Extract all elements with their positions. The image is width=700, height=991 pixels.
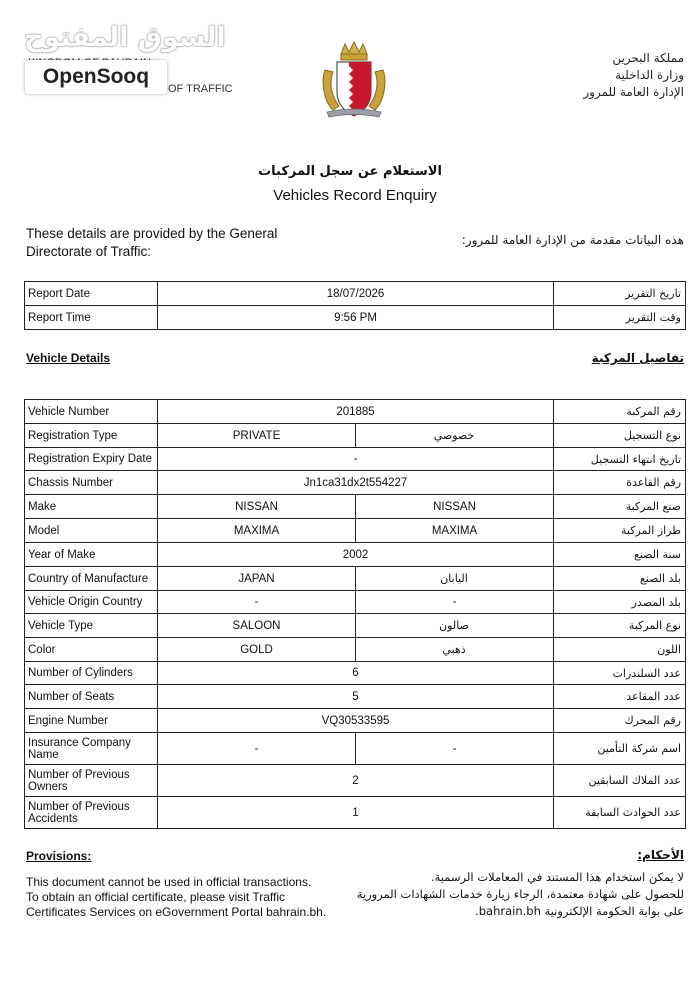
title-en: Vehicles Record Enquiry	[273, 187, 437, 204]
origin-country-label: Vehicle Origin Country	[25, 591, 158, 614]
report-date-value: 18/07/2026	[158, 282, 554, 306]
color-value-en: GOLD	[158, 638, 356, 662]
previous-owners-label: Number of Previous Owners	[25, 765, 158, 797]
previous-owners-label-ar: عدد الملاك السابقين	[554, 765, 686, 797]
color-label-ar: اللون	[554, 638, 686, 662]
table-row	[25, 543, 686, 567]
make-value-en: NISSAN	[158, 495, 356, 519]
color-label: Color	[25, 638, 158, 662]
intro-ar: هذه البيانات مقدمة من الإدارة العامة للمرور:	[461, 233, 684, 247]
table-row	[25, 471, 686, 495]
vehicle-number-label-ar: رقم المركبة	[554, 400, 686, 424]
previous-owners-value: 2	[158, 765, 554, 797]
bahrain-coat-of-arms-icon	[319, 40, 389, 118]
table-row	[25, 662, 686, 685]
header-ar-line3: الإدارة العامة للمرور	[583, 85, 684, 99]
engine-number-label-ar: رقم المحرك	[554, 709, 686, 733]
registration-expiry-value: -	[158, 448, 554, 471]
engine-number-label: Engine Number	[25, 709, 158, 733]
insurance-company-value-ar: -	[356, 733, 554, 765]
previous-accidents-value: 1	[158, 797, 554, 829]
section-title-ar: تفاصيل المركبة	[591, 351, 684, 365]
intro-en-line2: Directorate of Traffic:	[26, 244, 152, 259]
insurance-company-label: Insurance Company Name	[25, 733, 158, 765]
origin-country-value-ar: -	[356, 591, 554, 614]
vehicle-type-label: Vehicle Type	[25, 614, 158, 638]
registration-expiry-label: Registration Expiry Date	[25, 448, 158, 471]
header-ar-line2: وزارة الداخلية	[615, 68, 684, 82]
table-row	[25, 519, 686, 543]
previous-accidents-label: Number of Previous Accidents	[25, 797, 158, 829]
color-value-ar: ذهبي	[356, 638, 554, 662]
registration-type-value-ar: خصوصي	[356, 424, 554, 448]
registration-type-label: Registration Type	[25, 424, 158, 448]
provisions-ar-line2: للحصول على شهادة معتمدة، الرجاء زيارة خدمات الشهادات المرورية	[356, 887, 684, 901]
vehicle-details-table	[24, 399, 686, 829]
cylinders-value: 6	[158, 662, 554, 685]
chassis-number-label: Chassis Number	[25, 471, 158, 495]
country-of-manufacture-value-ar: اليابان	[356, 567, 554, 591]
report-date-label-ar: تاريخ التقرير	[554, 282, 686, 306]
previous-accidents-label-ar: عدد الحوادث السابقة	[554, 797, 686, 829]
seats-label-ar: عدد المقاعد	[554, 685, 686, 709]
make-label-ar: صنع المركبة	[554, 495, 686, 519]
table-row	[25, 282, 686, 306]
logo-text: OpenSooq	[42, 65, 150, 88]
model-value-ar: MAXIMA	[356, 519, 554, 543]
chassis-number-value: Jn1ca31dx2t554227	[158, 471, 554, 495]
year-of-make-label-ar: سنة الصنع	[554, 543, 686, 567]
table-row	[25, 709, 686, 733]
registration-type-label-ar: نوع التسجيل	[554, 424, 686, 448]
vehicle-type-value-en: SALOON	[158, 614, 356, 638]
table-row	[25, 448, 686, 471]
table-row	[25, 733, 686, 765]
table-row	[25, 424, 686, 448]
table-row	[25, 495, 686, 519]
model-label-ar: طراز المركبة	[554, 519, 686, 543]
country-of-manufacture-label-ar: بلد الصنع	[554, 567, 686, 591]
intro-en	[26, 225, 306, 261]
registration-type-value-en: PRIVATE	[158, 424, 356, 448]
table-row	[25, 591, 686, 614]
insurance-company-value-en: -	[158, 733, 356, 765]
table-row	[25, 567, 686, 591]
vehicle-number-label: Vehicle Number	[25, 400, 158, 424]
opensooq-logo	[25, 60, 167, 94]
provisions-ar-line1: لا يمكن استخدام هذا المستند في المعاملات الرسمية.	[430, 870, 684, 884]
table-row	[25, 797, 686, 829]
section-title-en: Vehicle Details	[26, 351, 111, 365]
watermark-text: السوق المفتوح	[24, 22, 226, 53]
report-table	[24, 281, 686, 330]
model-label: Model	[25, 519, 158, 543]
report-time-value: 9:56 PM	[158, 306, 554, 330]
model-value-en: MAXIMA	[158, 519, 356, 543]
origin-country-value-en: -	[158, 591, 356, 614]
year-of-make-value: 2002	[158, 543, 554, 567]
registration-expiry-label-ar: تاريخ انتهاء التسجيل	[554, 448, 686, 471]
seats-label: Number of Seats	[25, 685, 158, 709]
country-of-manufacture-value-en: JAPAN	[158, 567, 356, 591]
country-of-manufacture-label: Country of Manufacture	[25, 567, 158, 591]
vehicle-type-value-ar: صالون	[356, 614, 554, 638]
make-label: Make	[25, 495, 158, 519]
report-time-label-ar: وقت التقرير	[554, 306, 686, 330]
report-time-label: Report Time	[25, 306, 158, 330]
insurance-company-label-ar: اسم شركة التأمين	[554, 733, 686, 765]
vehicle-number-value: 201885	[158, 400, 554, 424]
table-row	[25, 685, 686, 709]
make-value-ar: NISSAN	[356, 495, 554, 519]
seats-value: 5	[158, 685, 554, 709]
title-ar: الاستعلام عن سجل المركبات	[258, 164, 442, 179]
provisions-en-line2: To obtain an official certificate, please visit Traffic	[26, 890, 286, 904]
cylinders-label-ar: عدد السلندرات	[554, 662, 686, 685]
provisions-title-ar: الأحكام:	[637, 848, 684, 862]
table-row	[25, 614, 686, 638]
year-of-make-label: Year of Make	[25, 543, 158, 567]
header-ar-line1: مملكة البحرين	[612, 51, 684, 65]
provisions-en-line1: This document cannot be used in official transactions.	[26, 875, 312, 889]
table-row	[25, 638, 686, 662]
intro-en-line1: These details are provided by the General	[26, 226, 278, 241]
table-row	[25, 400, 686, 424]
vehicle-type-label-ar: نوع المركبة	[554, 614, 686, 638]
provisions-title-en: Provisions:	[26, 849, 92, 863]
report-date-label: Report Date	[25, 282, 158, 306]
provisions-ar-line3: على بوابة الحكومة الإلكترونية bahrain.bh.	[475, 904, 684, 918]
origin-country-label-ar: بلد المصدر	[554, 591, 686, 614]
provisions-en-line3: Certificates Services on eGovernment Portal bahrain.bh.	[26, 905, 327, 919]
header-en-line2: OF TRAFFIC	[168, 83, 233, 95]
table-row	[25, 306, 686, 330]
chassis-number-label-ar: رقم القاعدة	[554, 471, 686, 495]
table-row	[25, 765, 686, 797]
engine-number-value: VQ30533595	[158, 709, 554, 733]
cylinders-label: Number of Cylinders	[25, 662, 158, 685]
